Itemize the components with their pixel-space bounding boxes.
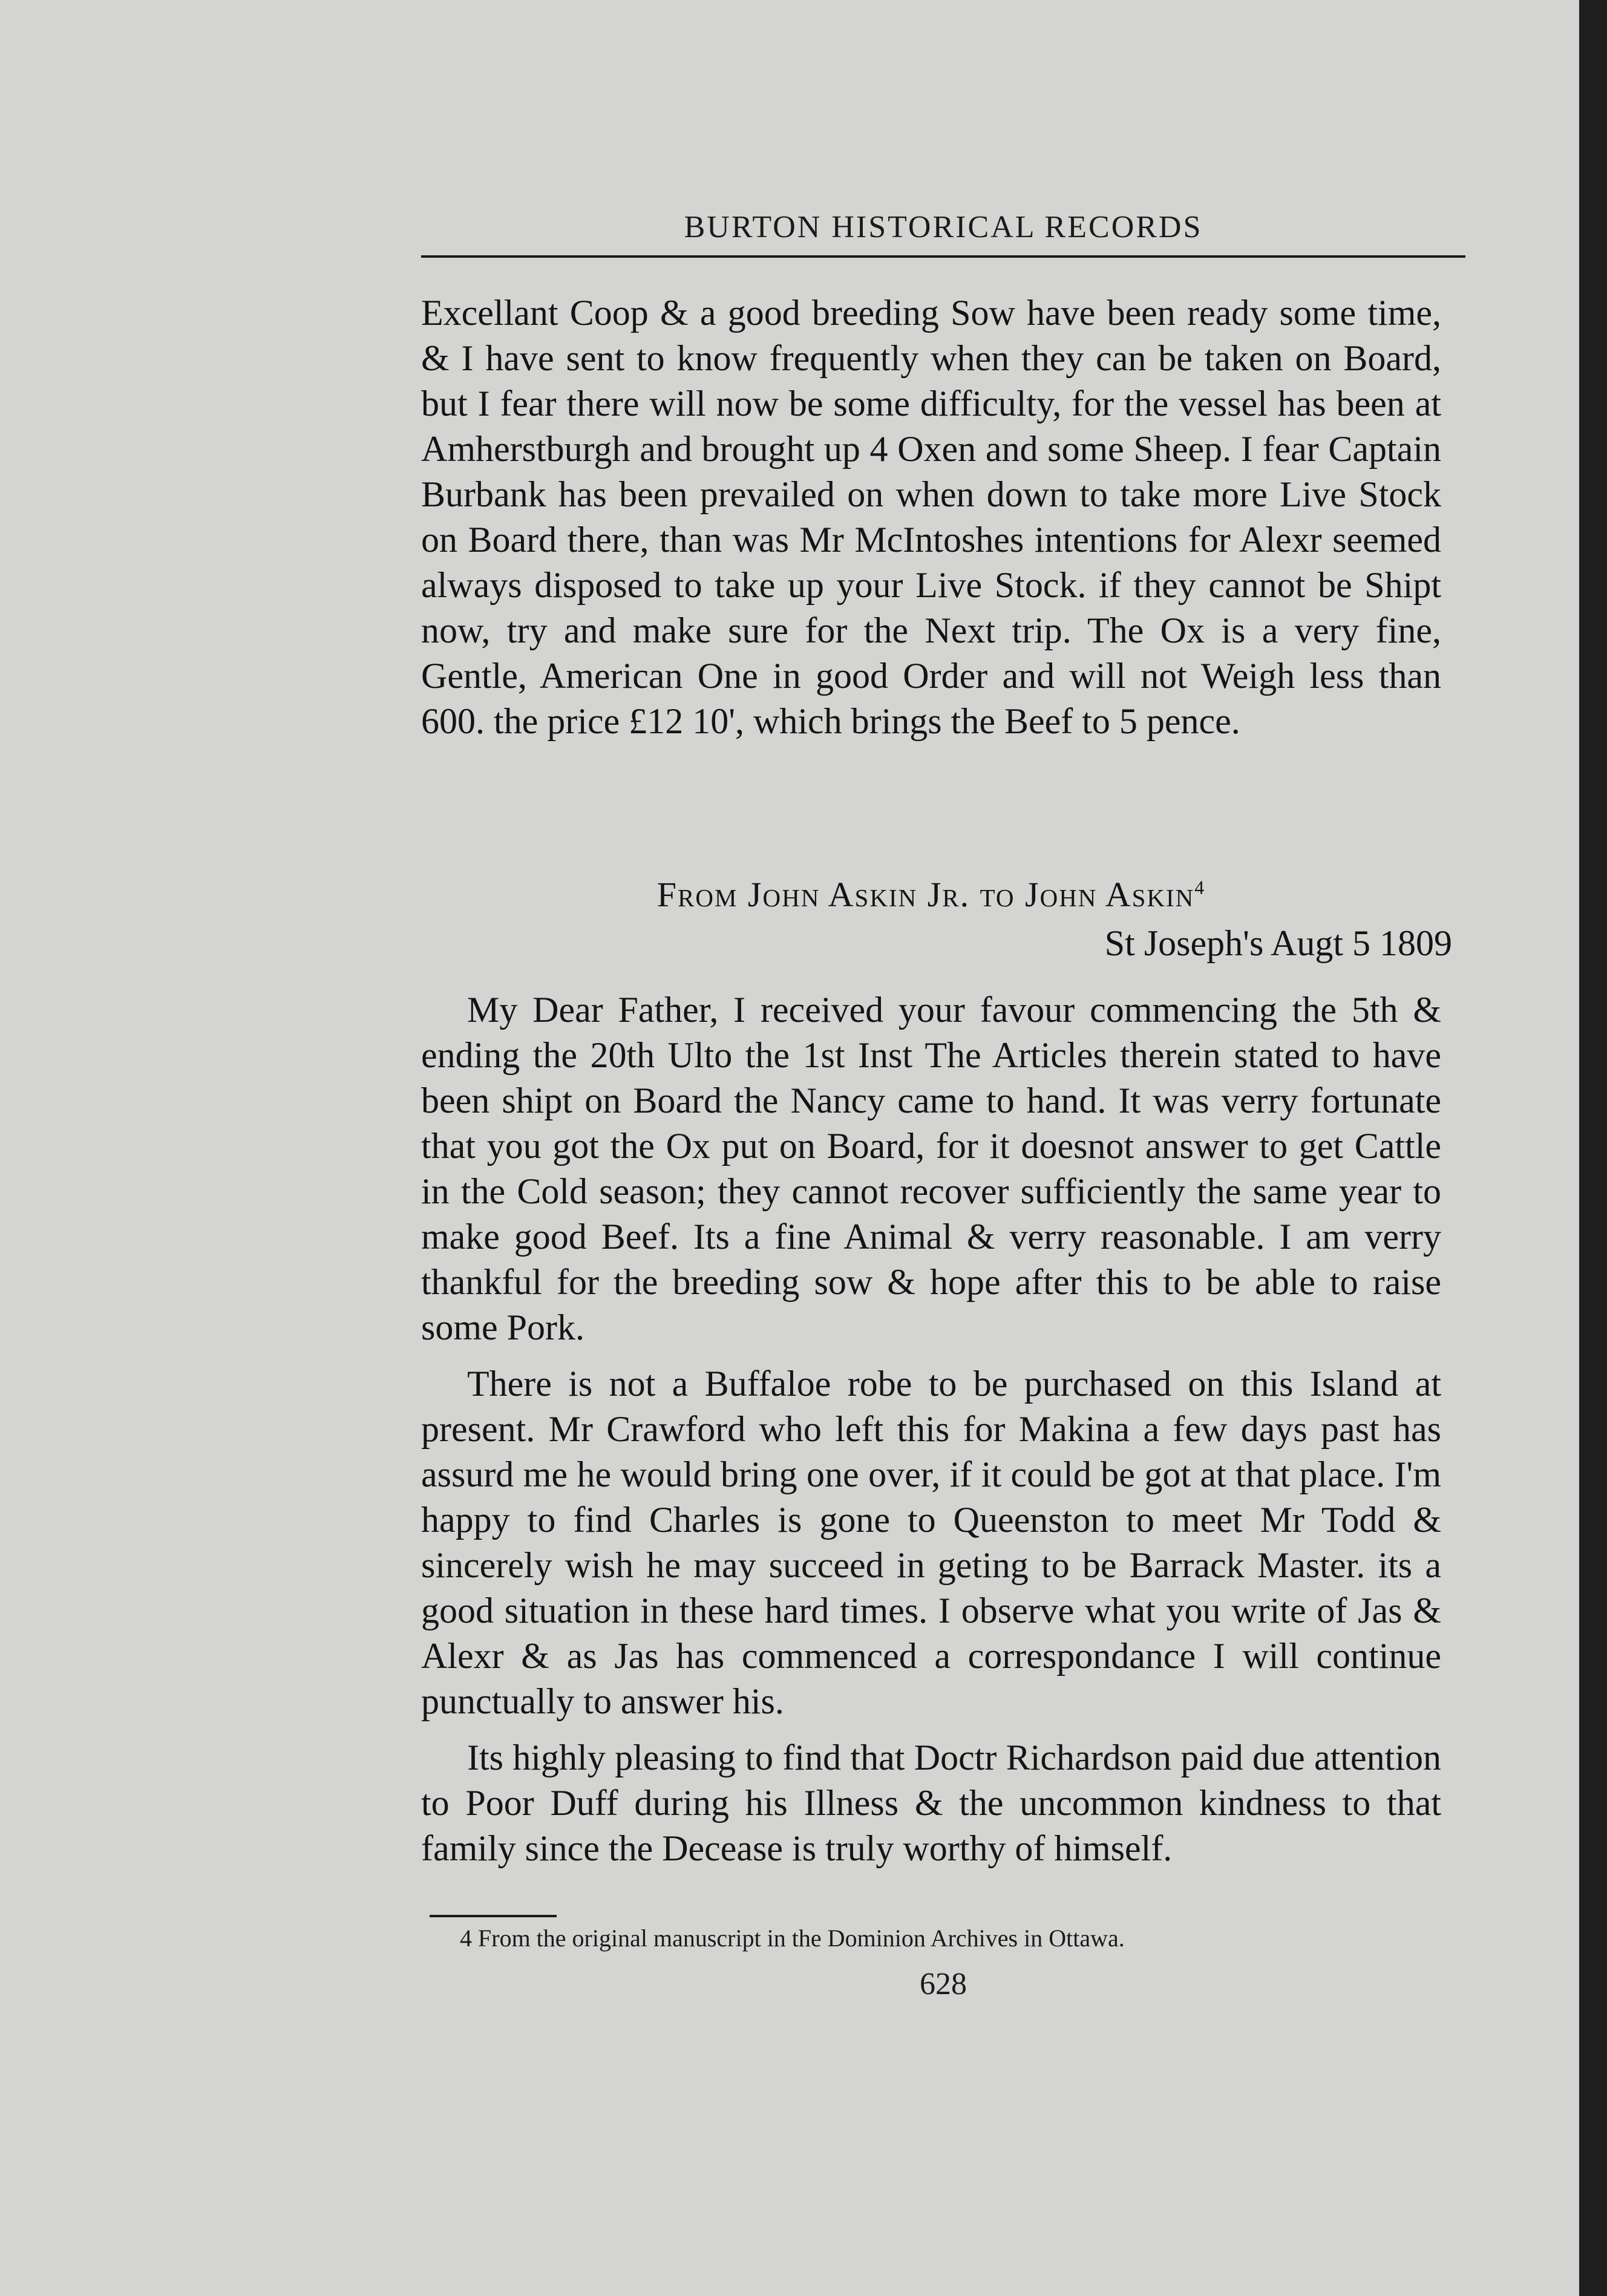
footnote [460,1924,1428,1952]
footnote-rule [430,1915,557,1917]
page-number: 628 [920,1967,967,2001]
letter-body [421,987,1441,1871]
letter-heading [421,874,1441,915]
footnote-text: From the original manuscript in the Dominion Archives in Ottawa. [478,1925,1125,1952]
letter-paragraph: There is not a Buffaloe robe to be purchased on this Island at present. Mr Crawford who left this for Makina a few days past has assurd me he would bring one over, if it could be got at that place. I'm happy to find Charles is gone to Queenston to meet Mr Todd & sincerely wish he may succeed in geting to be Barrack Master. its a good situation in these hard times. I observe what you write of Jas & Alexr & as Jas has commenced a correspondance I will continue punctually to answer his. [421,1364,1441,1721]
running-head: BURTON HISTORICAL RECORDS [684,210,1203,244]
letter-paragraph: My Dear Father, I received your favour commencing the 5th & ending the 20th Ulto the 1st Inst The Articles therein stated to have been shipt on Board the Nancy came to hand. It was verry fortunate that you got the Ox put on Board, for it doesnot answer to get Cattle in the Cold season; they cannot recover sufficiently the same year to make good Beef. Its a fine Animal & verry reasonable. I am verry thankful for the breeding sow & hope after this to be able to raise some Pork. [421,990,1441,1347]
letter-paragraph: Its highly pleasing to find that Doctr Richardson paid due attention to Poor Duff during his Illness & the uncommon kindness to that family since the Decease is truly worthy of himself. [421,1738,1441,1868]
opening-paragraph: Excellant Coop & a good breeding Sow have been ready some time, & I have sent to know frequently when they can be taken on Board, but I fear there will now be some difficulty, for the vessel has been at Amherstburgh and brought up 4 Oxen and some Sheep. I fear Captain Burbank has been prevailed on when down to take more Live Stock on Board there, than was Mr McIntoshes intentions for Alexr seemed always disposed to take up your Live Stock. if they cannot be Shipt now, try and make sure for the Next trip. The Ox is a very fine, Gentle, American One in good Order and will not Weigh less than 600. the price £12 10', which brings the Beef to 5 pence. [421,293,1441,741]
letter-dateline: St Joseph's Augt 5 1809 [1104,923,1452,963]
footnote-number: 4 [460,1925,472,1952]
header-rule [421,255,1465,258]
footnote-reference: 4 [1194,877,1206,898]
continued-letter [421,290,1441,744]
page-edge-shadow [1579,0,1607,2296]
letter-heading-text: From John Askin Jr. to John Askin [656,875,1195,914]
